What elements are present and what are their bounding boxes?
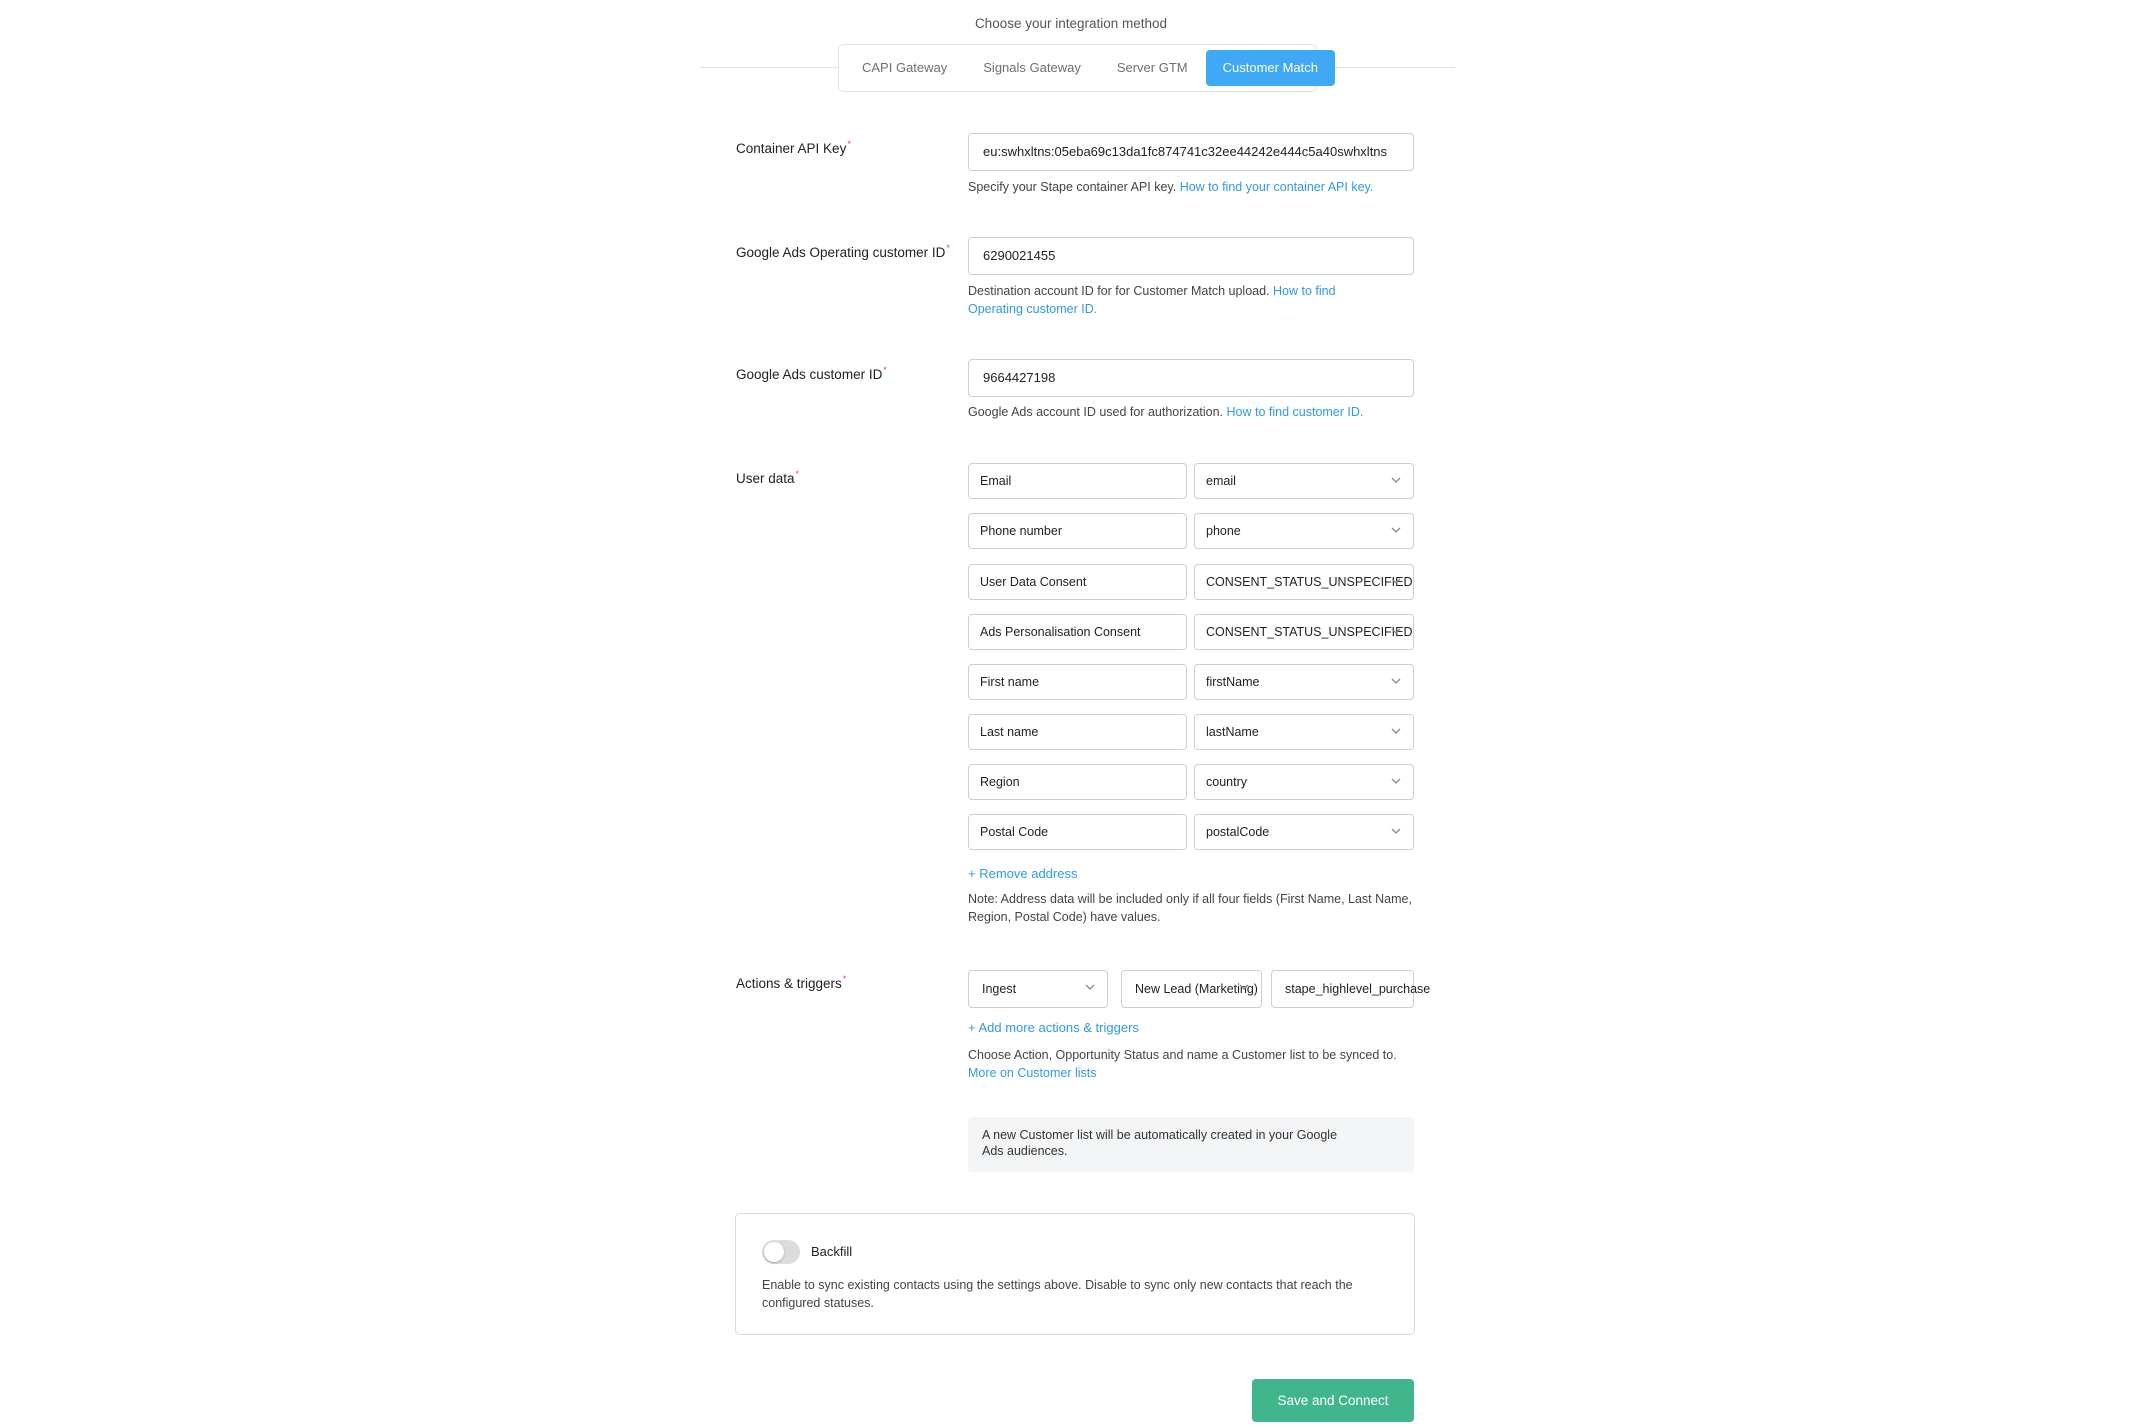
- operating-customer-id-help: Destination account ID for for Customer Match upload. How to find Operating customer ID.: [968, 284, 1336, 316]
- chevron-down-icon: [1391, 776, 1401, 786]
- required-marker: *: [842, 974, 847, 984]
- chevron-down-icon: [1391, 576, 1401, 586]
- user-data-mapping-select[interactable]: postalCode: [1194, 814, 1414, 850]
- backfill-toggle[interactable]: [762, 1240, 800, 1264]
- integration-method-tabs: [838, 44, 1317, 92]
- remove-address-link[interactable]: + Remove address: [968, 866, 1078, 881]
- chevron-down-icon: [1391, 626, 1401, 636]
- user-data-field[interactable]: Email: [968, 463, 1187, 499]
- required-marker: *: [847, 139, 851, 149]
- actions-triggers-label: Actions & triggers*: [736, 974, 847, 991]
- backfill-description: Enable to sync existing contacts using the settings above. Disable to sync only new contacts that reach the configured statuses.: [762, 1278, 1353, 1310]
- user-data-mapping-select[interactable]: country: [1194, 764, 1414, 800]
- chevron-down-icon: [1085, 982, 1095, 992]
- user-data-mapping-select[interactable]: lastName: [1194, 714, 1414, 750]
- tab-capi-gateway[interactable]: CAPI Gateway: [862, 60, 948, 75]
- user-data-field[interactable]: Region: [968, 764, 1187, 800]
- tab-customer-match[interactable]: Customer Match: [1206, 50, 1335, 86]
- user-data-mapping-select[interactable]: firstName: [1194, 664, 1414, 700]
- integration-method-title: Choose your integration method: [974, 16, 1168, 31]
- required-marker: *: [883, 365, 887, 375]
- chevron-down-icon: [1391, 475, 1401, 485]
- backfill-title: Backfill: [811, 1244, 853, 1259]
- user-data-field[interactable]: First name: [968, 664, 1187, 700]
- customer-list-name-input[interactable]: stape_highlevel_purchase: [1271, 970, 1414, 1008]
- user-data-field[interactable]: Postal Code: [968, 814, 1187, 850]
- container-api-key-help-link[interactable]: How to find your container API key.: [1179, 180, 1374, 194]
- customer-id-input[interactable]: 9664427198: [968, 359, 1414, 397]
- user-data-mapping-select[interactable]: CONSENT_STATUS_UNSPECIFIED: [1194, 564, 1414, 600]
- tab-server-gtm[interactable]: Server GTM: [1116, 60, 1188, 75]
- customer-list-info-box: A new Customer list will be automatically created in your Google Ads audiences.: [968, 1117, 1414, 1172]
- required-marker: *: [946, 243, 950, 253]
- customer-id-help: Google Ads account ID used for authorization. How to find customer ID.: [968, 405, 1364, 419]
- user-data-field[interactable]: User Data Consent: [968, 564, 1187, 600]
- user-data-field[interactable]: Ads Personalisation Consent: [968, 614, 1187, 650]
- customer-lists-help-link[interactable]: More on Customer lists: [968, 1066, 1097, 1080]
- user-data-field[interactable]: Last name: [968, 714, 1187, 750]
- required-marker: *: [795, 469, 800, 479]
- customer-id-label: Google Ads customer ID*: [736, 365, 887, 382]
- container-api-key-label: Container API Key*: [736, 139, 851, 156]
- container-api-key-input[interactable]: eu:swhxltns:05eba69c13da1fc874741c32ee44242e444c5a40swhxltns: [968, 133, 1414, 171]
- container-api-key-help: Specify your Stape container API key. How to find your container API key.: [968, 180, 1374, 194]
- backfill-panel: [735, 1213, 1415, 1335]
- chevron-down-icon: [1391, 676, 1401, 686]
- operating-customer-id-help-link[interactable]: How to find Operating customer ID.: [968, 284, 1336, 316]
- operating-customer-id-label: Google Ads Operating customer ID*: [736, 243, 950, 260]
- user-data-mapping-select[interactable]: CONSENT_STATUS_UNSPECIFIED: [1194, 614, 1414, 650]
- chevron-down-icon: [1391, 525, 1401, 535]
- chevron-down-icon: [1239, 982, 1249, 992]
- user-data-mapping-select[interactable]: phone: [1194, 513, 1414, 549]
- chevron-down-icon: [1391, 826, 1401, 836]
- user-data-field[interactable]: Phone number: [968, 513, 1187, 549]
- actions-help: Choose Action, Opportunity Status and name a Customer list to be synced to. More on Customer lists: [968, 1048, 1397, 1080]
- action-select[interactable]: Ingest: [968, 970, 1108, 1008]
- tab-signals-gateway[interactable]: Signals Gateway: [983, 60, 1081, 75]
- address-note: Note: Address data will be included only if all four fields (First Name, Last Name, Region, Postal Code) have values.: [968, 892, 1412, 924]
- user-data-label: User data*: [736, 469, 800, 486]
- add-more-actions-link[interactable]: + Add more actions & triggers: [968, 1020, 1139, 1035]
- customer-id-help-link[interactable]: How to find customer ID.: [1226, 405, 1364, 419]
- opportunity-status-select[interactable]: New Lead (Marketing): [1121, 970, 1262, 1008]
- toggle-knob: [764, 1242, 784, 1262]
- user-data-mapping-select[interactable]: email: [1194, 463, 1414, 499]
- save-and-connect-button[interactable]: Save and Connect: [1252, 1379, 1414, 1422]
- chevron-down-icon: [1391, 726, 1401, 736]
- operating-customer-id-input[interactable]: 6290021455: [968, 237, 1414, 275]
